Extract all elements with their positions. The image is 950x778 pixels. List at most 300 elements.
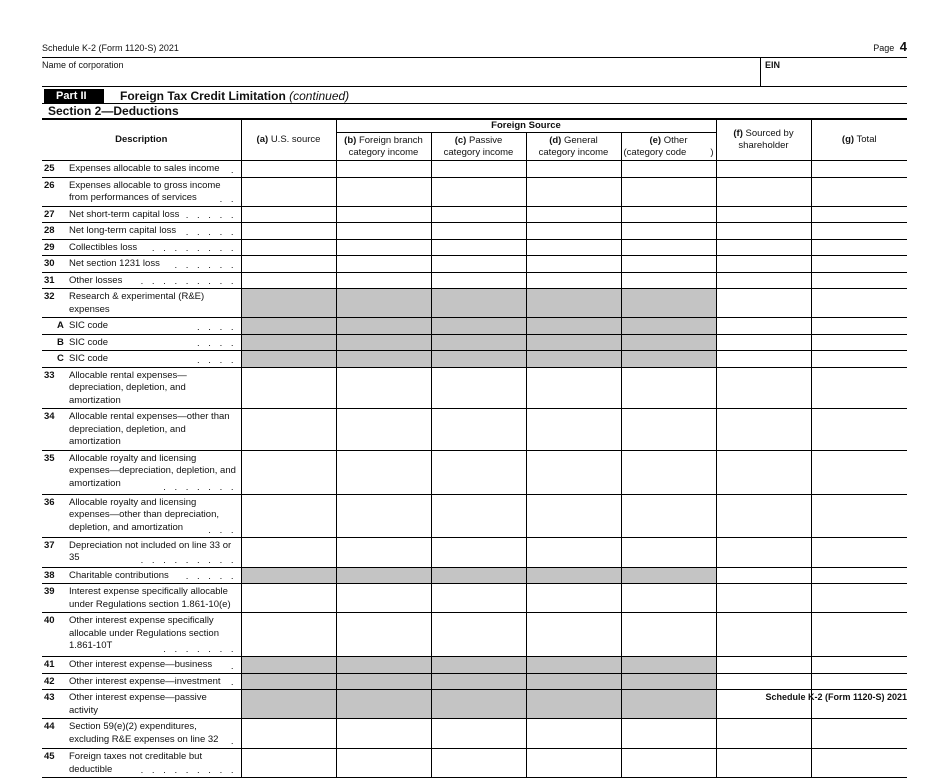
entry-cell-g[interactable] — [811, 272, 907, 289]
line-number: 26 — [44, 179, 55, 191]
entry-cell-g[interactable] — [811, 613, 907, 657]
entry-cell-c[interactable] — [431, 289, 526, 318]
entry-cell-d[interactable] — [526, 223, 621, 240]
table-row — [42, 409, 907, 451]
entry-cell-b[interactable] — [336, 749, 431, 778]
name-row — [42, 58, 907, 87]
entry-cell-a[interactable] — [241, 657, 336, 674]
entry-cell-b[interactable] — [336, 318, 431, 335]
leader-dots: . — [230, 660, 237, 672]
part-title — [120, 89, 349, 103]
entry-cell-e[interactable] — [621, 494, 716, 537]
entry-cell-c[interactable] — [431, 256, 526, 273]
entry-cell-f[interactable] — [716, 206, 811, 223]
entry-cell-c[interactable] — [431, 272, 526, 289]
ein-field[interactable]: EIN — [760, 58, 907, 86]
entry-cell-d[interactable] — [526, 272, 621, 289]
leader-dots: . . . . . . . . . — [140, 276, 237, 287]
entry-cell-f[interactable] — [716, 256, 811, 273]
entry-cell-e[interactable] — [621, 206, 716, 223]
entry-cell-a[interactable] — [241, 256, 336, 273]
line-number: 37 — [44, 539, 55, 551]
entry-cell-a[interactable] — [241, 613, 336, 657]
entry-cell-d[interactable] — [526, 537, 621, 567]
line-text: Collectibles loss — [69, 241, 138, 253]
row-description — [42, 367, 241, 409]
deductions-rows — [42, 161, 907, 778]
col-a: (a) U.S. source — [241, 120, 336, 161]
table-row — [42, 223, 907, 240]
leader-dots: . — [230, 736, 237, 747]
line-text: Other losses — [69, 274, 123, 286]
entry-cell-d[interactable] — [526, 318, 621, 335]
leader-dots: . . . . . — [185, 210, 237, 221]
row-description — [42, 494, 241, 537]
entry-cell-f[interactable] — [716, 409, 811, 451]
part-title-continued: (continued) — [289, 89, 350, 103]
section-title: Section 2—Deductions — [42, 104, 907, 119]
table-row — [42, 318, 907, 335]
entry-cell-c[interactable] — [431, 161, 526, 178]
entry-cell-g[interactable] — [811, 494, 907, 537]
entry-cell-f[interactable] — [716, 223, 811, 240]
entry-cell-b[interactable] — [336, 177, 431, 206]
deductions-table — [42, 119, 907, 778]
entry-cell-g[interactable] — [811, 537, 907, 567]
entry-cell-b[interactable] — [336, 450, 431, 494]
leader-dots: . . . . . — [185, 226, 237, 238]
leader-dots: . . . . . — [185, 571, 237, 582]
row-description — [42, 272, 241, 289]
entry-cell-b[interactable] — [336, 367, 431, 409]
line-number: 45 — [44, 751, 55, 762]
entry-cell-a[interactable] — [241, 351, 336, 368]
table-row — [42, 289, 907, 318]
entry-cell-b[interactable] — [336, 494, 431, 537]
entry-cell-g[interactable] — [811, 673, 907, 690]
entry-cell-g[interactable] — [811, 223, 907, 240]
table-row — [42, 584, 907, 613]
entry-cell-d[interactable] — [526, 256, 621, 273]
line-text: Allocable rental expenses—other than depreciation, depletion, and amortization — [69, 411, 230, 447]
leader-dots: . . . . . . — [174, 259, 237, 271]
page-number: 4 — [899, 39, 907, 54]
row-description — [42, 161, 241, 178]
line-text: Allocable royalty and licensing expenses—other than depreciation, depletion, and amortization — [69, 496, 219, 533]
entry-cell-f[interactable] — [716, 334, 811, 351]
row-description — [42, 256, 241, 273]
row-description — [42, 289, 241, 318]
form-page — [42, 40, 907, 778]
entry-cell-e[interactable] — [621, 272, 716, 289]
entry-cell-a[interactable] — [241, 567, 336, 584]
entry-cell-e[interactable] — [621, 690, 716, 719]
entry-cell-e[interactable] — [621, 239, 716, 256]
entry-cell-a[interactable] — [241, 494, 336, 537]
entry-cell-a[interactable] — [241, 223, 336, 240]
entry-cell-g[interactable] — [811, 206, 907, 223]
entry-cell-e[interactable] — [621, 318, 716, 335]
entry-cell-d[interactable] — [526, 494, 621, 537]
entry-cell-b[interactable] — [336, 206, 431, 223]
form-header — [42, 40, 907, 58]
entry-cell-b[interactable] — [336, 537, 431, 567]
entry-cell-d[interactable] — [526, 567, 621, 584]
entry-cell-a[interactable] — [241, 450, 336, 494]
entry-cell-c[interactable] — [431, 318, 526, 335]
line-number: 39 — [44, 586, 55, 597]
table-row — [42, 719, 907, 749]
line-text: Net long-term capital loss — [69, 225, 177, 236]
entry-cell-e[interactable] — [621, 657, 716, 674]
leader-dots: . — [230, 164, 237, 176]
col-c: (c) Passive category income — [431, 133, 526, 161]
entry-cell-a[interactable] — [241, 289, 336, 318]
entry-cell-b[interactable] — [336, 719, 431, 749]
table-row — [42, 161, 907, 178]
line-number: 44 — [44, 721, 55, 732]
entry-cell-c[interactable] — [431, 223, 526, 240]
table-row — [42, 567, 907, 584]
table-row — [42, 239, 907, 256]
line-number: 35 — [44, 452, 55, 464]
entry-cell-g[interactable] — [811, 256, 907, 273]
line-text: Allocable rental expenses—depreciation, depletion, and amortization — [69, 369, 187, 406]
entry-cell-d[interactable] — [526, 289, 621, 318]
row-description — [42, 450, 241, 494]
table-row — [42, 673, 907, 690]
page-indicator — [873, 39, 907, 54]
entry-cell-d[interactable] — [526, 206, 621, 223]
leader-dots: . . . . . . . — [163, 481, 237, 493]
entry-cell-g[interactable] — [811, 409, 907, 451]
entry-cell-d[interactable] — [526, 239, 621, 256]
entry-cell-b[interactable] — [336, 584, 431, 613]
entry-cell-d[interactable] — [526, 657, 621, 674]
entry-cell-f[interactable] — [716, 272, 811, 289]
entry-cell-a[interactable] — [241, 749, 336, 778]
entry-cell-d[interactable] — [526, 351, 621, 368]
line-number: 38 — [44, 569, 55, 581]
leader-dots: . . . — [208, 524, 237, 536]
entry-cell-g[interactable] — [811, 334, 907, 351]
entry-cell-f[interactable] — [716, 719, 811, 749]
row-description — [42, 584, 241, 613]
col-g: (g) Total — [811, 120, 907, 161]
row-description — [42, 409, 241, 451]
entry-cell-c[interactable] — [431, 239, 526, 256]
row-description — [42, 334, 241, 351]
entry-cell-e[interactable] — [621, 450, 716, 494]
line-number: 25 — [44, 163, 55, 174]
leader-dots: . . . . . . . . — [151, 243, 237, 254]
line-number: 27 — [44, 208, 55, 220]
line-text: Interest expense specifically allocable under Regulations section 1.861-10(e) — [69, 586, 231, 610]
row-description — [42, 719, 241, 749]
row-description — [42, 223, 241, 240]
entry-cell-e[interactable] — [621, 409, 716, 451]
entry-cell-c[interactable] — [431, 657, 526, 674]
row-description — [42, 567, 241, 584]
entry-cell-b[interactable] — [336, 690, 431, 719]
entry-cell-f[interactable] — [716, 749, 811, 778]
entry-cell-e[interactable] — [621, 673, 716, 690]
line-number: 43 — [44, 692, 55, 703]
entry-cell-f[interactable] — [716, 318, 811, 335]
entry-cell-a[interactable] — [241, 318, 336, 335]
line-number: 41 — [44, 659, 55, 670]
entry-cell-b[interactable] — [336, 673, 431, 690]
row-description — [42, 673, 241, 690]
row-description — [42, 206, 241, 223]
entry-cell-c[interactable] — [431, 567, 526, 584]
line-number: 42 — [44, 675, 55, 687]
entry-cell-b[interactable] — [336, 351, 431, 368]
table-row — [42, 351, 907, 368]
leader-dots: . . . . — [197, 338, 237, 349]
entry-cell-g[interactable] — [811, 367, 907, 409]
entry-cell-d[interactable] — [526, 690, 621, 719]
entry-cell-b[interactable] — [336, 256, 431, 273]
form-id: Schedule K-2 (Form 1120-S) 2021 — [42, 43, 179, 53]
line-text: Expenses allocable to sales income — [69, 163, 220, 174]
entry-cell-c[interactable] — [431, 351, 526, 368]
entry-cell-b[interactable] — [336, 409, 431, 451]
table-row — [42, 749, 907, 778]
entry-cell-f[interactable] — [716, 177, 811, 206]
table-row — [42, 613, 907, 657]
col-foreign-source: Foreign Source — [336, 120, 716, 133]
entry-cell-c[interactable] — [431, 450, 526, 494]
entry-cell-c[interactable] — [431, 690, 526, 719]
line-text: Other interest expense—passive activity — [69, 692, 207, 716]
entry-cell-b[interactable] — [336, 334, 431, 351]
line-number: 40 — [44, 615, 55, 626]
row-description — [42, 351, 241, 368]
table-row — [42, 450, 907, 494]
entry-cell-g[interactable] — [811, 239, 907, 256]
leader-dots: . . . . — [197, 321, 237, 333]
col-b: (b) Foreign branch category income — [336, 133, 431, 161]
page-label: Page — [873, 43, 895, 53]
line-text: Research & experimental (R&E) expenses — [69, 291, 205, 315]
entry-cell-e[interactable] — [621, 367, 716, 409]
entry-cell-c[interactable] — [431, 177, 526, 206]
entry-cell-f[interactable] — [716, 494, 811, 537]
entry-cell-c[interactable] — [431, 719, 526, 749]
entry-cell-d[interactable] — [526, 334, 621, 351]
entry-cell-a[interactable] — [241, 584, 336, 613]
entry-cell-c[interactable] — [431, 367, 526, 409]
form-footer: Schedule K-2 (Form 1120-S) 2021 — [765, 692, 907, 702]
table-row — [42, 256, 907, 273]
leader-dots: . . . . . . . . . — [140, 554, 237, 566]
entry-cell-b[interactable] — [336, 567, 431, 584]
entry-cell-a[interactable] — [241, 537, 336, 567]
line-number: 33 — [44, 369, 55, 381]
entry-cell-g[interactable] — [811, 719, 907, 749]
row-description — [42, 177, 241, 206]
entry-cell-g[interactable] — [811, 177, 907, 206]
entry-cell-d[interactable] — [526, 584, 621, 613]
leader-dots: . . . . . . . — [163, 644, 237, 655]
entry-cell-d[interactable] — [526, 161, 621, 178]
entry-cell-f[interactable] — [716, 289, 811, 318]
entry-cell-a[interactable] — [241, 239, 336, 256]
leader-dots: . . . . . . . . . — [140, 765, 237, 776]
col-e: (e) Other (category code ) — [621, 133, 716, 161]
entry-cell-g[interactable] — [811, 289, 907, 318]
entry-cell-g[interactable] — [811, 657, 907, 674]
line-text: Net section 1231 loss — [69, 258, 160, 269]
entry-cell-a[interactable] — [241, 161, 336, 178]
entry-cell-c[interactable] — [431, 494, 526, 537]
row-description — [42, 537, 241, 567]
entry-cell-c[interactable] — [431, 613, 526, 657]
table-row — [42, 367, 907, 409]
entry-cell-b[interactable] — [336, 239, 431, 256]
entry-cell-d[interactable] — [526, 613, 621, 657]
col-f: (f) Sourced by shareholder — [716, 120, 811, 161]
entry-cell-c[interactable] — [431, 537, 526, 567]
entry-cell-b[interactable] — [336, 289, 431, 318]
row-description — [42, 613, 241, 657]
line-number: 32 — [44, 291, 55, 302]
line-text: Depreciation not included on line 33 or 35 — [69, 539, 232, 563]
line-text: Other interest expense—investment — [69, 675, 221, 687]
entry-cell-e[interactable] — [621, 584, 716, 613]
entry-cell-f[interactable] — [716, 567, 811, 584]
entry-cell-c[interactable] — [431, 673, 526, 690]
entry-cell-e[interactable] — [621, 719, 716, 749]
entry-cell-f[interactable] — [716, 161, 811, 178]
line-text: Allocable royalty and licensing expenses—depreciation, depletion, and amortization — [69, 452, 236, 489]
line-text: SIC code — [69, 336, 109, 348]
leader-dots: . . . . — [197, 354, 237, 366]
entry-cell-d[interactable] — [526, 409, 621, 451]
table-row — [42, 657, 907, 674]
entry-cell-d[interactable] — [526, 749, 621, 778]
entry-cell-a[interactable] — [241, 719, 336, 749]
entry-cell-d[interactable] — [526, 450, 621, 494]
entry-cell-e[interactable] — [621, 161, 716, 178]
entry-cell-d[interactable] — [526, 367, 621, 409]
entry-cell-b[interactable] — [336, 613, 431, 657]
entry-cell-a[interactable] — [241, 272, 336, 289]
entry-cell-f[interactable] — [716, 584, 811, 613]
entry-cell-e[interactable] — [621, 223, 716, 240]
entry-cell-b[interactable] — [336, 161, 431, 178]
line-text: Section 59(e)(2) expenditures, excluding R&E expenses on line 32 — [69, 721, 219, 745]
table-row — [42, 272, 907, 289]
entry-cell-g[interactable] — [811, 567, 907, 584]
entry-cell-e[interactable] — [621, 351, 716, 368]
entry-cell-e[interactable] — [621, 567, 716, 584]
leader-dots: . — [230, 677, 237, 688]
entry-cell-g[interactable] — [811, 749, 907, 778]
entry-cell-a[interactable] — [241, 206, 336, 223]
entry-cell-g[interactable] — [811, 450, 907, 494]
table-row — [42, 206, 907, 223]
entry-cell-f[interactable] — [716, 537, 811, 567]
line-text: Other interest expense—business — [69, 659, 213, 670]
entry-cell-e[interactable] — [621, 537, 716, 567]
entry-cell-g[interactable] — [811, 161, 907, 178]
entry-cell-e[interactable] — [621, 613, 716, 657]
entry-cell-f[interactable] — [716, 613, 811, 657]
line-text: SIC code — [69, 353, 109, 364]
entry-cell-c[interactable] — [431, 334, 526, 351]
line-text: Expenses allocable to gross income from performances of services — [69, 179, 221, 203]
table-row — [42, 537, 907, 567]
entry-cell-e[interactable] — [621, 256, 716, 273]
entry-cell-a[interactable] — [241, 690, 336, 719]
entry-cell-f[interactable] — [716, 367, 811, 409]
row-description — [42, 239, 241, 256]
entry-cell-g[interactable] — [811, 351, 907, 368]
entry-cell-b[interactable] — [336, 223, 431, 240]
line-number: 36 — [44, 496, 55, 508]
name-of-corporation-field[interactable]: Name of corporation — [42, 60, 124, 70]
entry-cell-g[interactable] — [811, 584, 907, 613]
entry-cell-f[interactable] — [716, 673, 811, 690]
row-description — [42, 690, 241, 719]
entry-cell-e[interactable] — [621, 289, 716, 318]
entry-cell-e[interactable] — [621, 749, 716, 778]
line-subletter: B — [57, 336, 64, 348]
row-description — [42, 749, 241, 778]
entry-cell-a[interactable] — [241, 673, 336, 690]
entry-cell-d[interactable] — [526, 719, 621, 749]
entry-cell-f[interactable] — [716, 239, 811, 256]
table-row — [42, 334, 907, 351]
entry-cell-e[interactable] — [621, 177, 716, 206]
entry-cell-f[interactable] — [716, 450, 811, 494]
entry-cell-c[interactable] — [431, 409, 526, 451]
entry-cell-d[interactable] — [526, 673, 621, 690]
line-text: Charitable contributions — [69, 569, 169, 581]
line-text: SIC code — [69, 320, 109, 331]
entry-cell-d[interactable] — [526, 177, 621, 206]
part-title-text: Foreign Tax Credit Limitation — [120, 89, 286, 103]
entry-cell-c[interactable] — [431, 206, 526, 223]
entry-cell-g[interactable] — [811, 318, 907, 335]
line-number: 34 — [44, 411, 55, 422]
entry-cell-a[interactable] — [241, 367, 336, 409]
entry-cell-f[interactable] — [716, 351, 811, 368]
line-number: 30 — [44, 258, 55, 269]
line-number: 28 — [44, 225, 55, 236]
table-row — [42, 494, 907, 537]
entry-cell-f[interactable] — [716, 657, 811, 674]
line-number: 31 — [44, 274, 55, 286]
part-badge: Part II — [44, 89, 104, 103]
entry-cell-c[interactable] — [431, 584, 526, 613]
entry-cell-b[interactable] — [336, 657, 431, 674]
entry-cell-a[interactable] — [241, 409, 336, 451]
row-description — [42, 318, 241, 335]
entry-cell-c[interactable] — [431, 749, 526, 778]
entry-cell-a[interactable] — [241, 334, 336, 351]
col-d: (d) General category income — [526, 133, 621, 161]
row-description — [42, 657, 241, 674]
entry-cell-b[interactable] — [336, 272, 431, 289]
line-text: Foreign taxes not creditable but deductible — [69, 751, 203, 775]
entry-cell-a[interactable] — [241, 177, 336, 206]
line-text: Net short-term capital loss — [69, 208, 180, 220]
table-row — [42, 177, 907, 206]
entry-cell-e[interactable] — [621, 334, 716, 351]
